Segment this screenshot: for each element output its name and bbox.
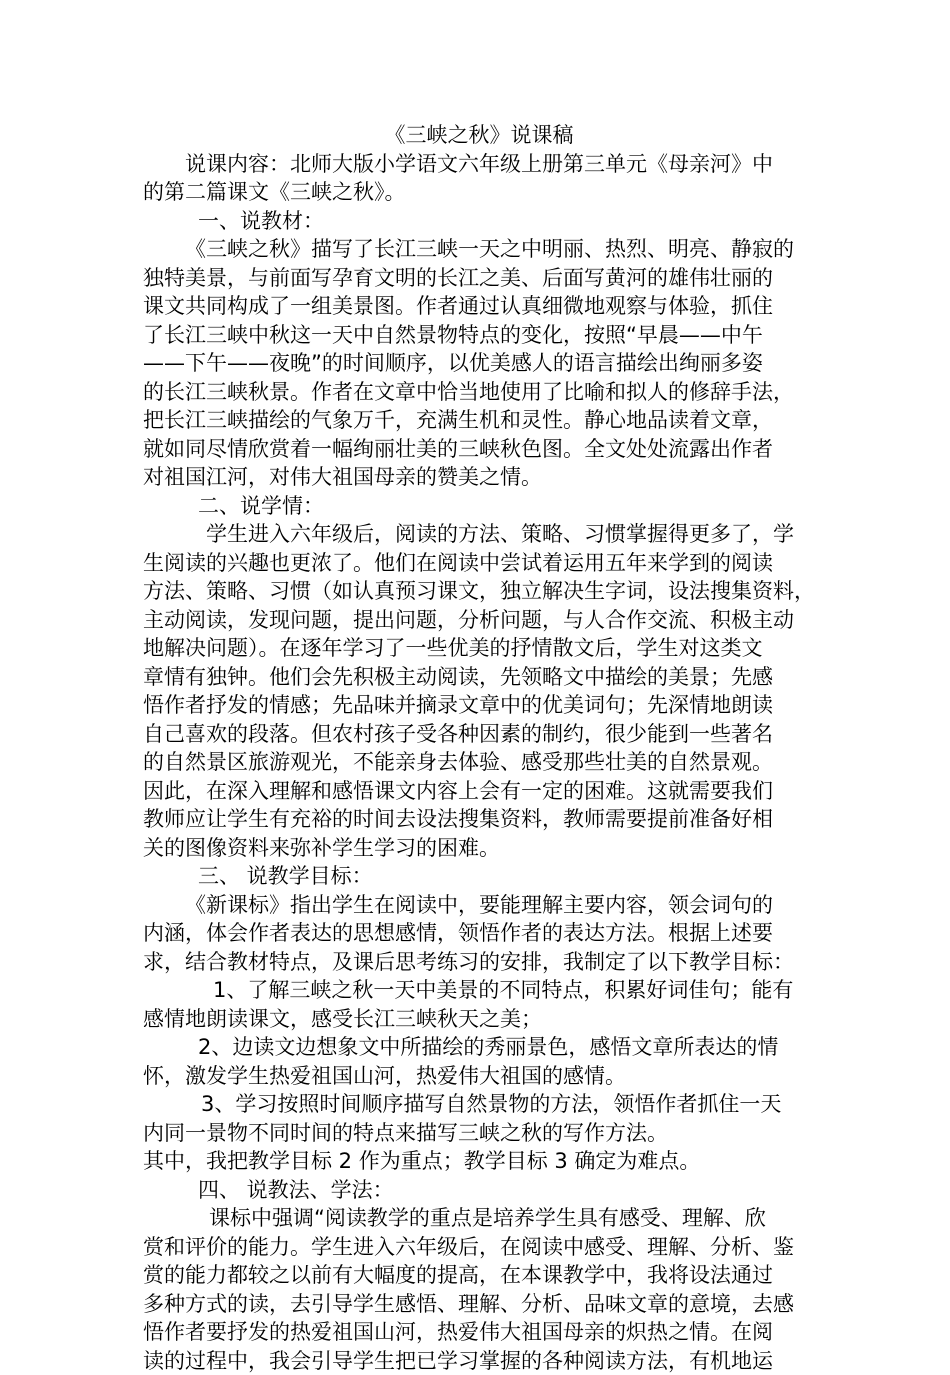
paragraph-line: 悟作者要抒发的热爱祖国山河，热爱伟大祖国母亲的炽热之情。在阅 [143, 1318, 815, 1347]
paragraph-line: 生阅读的兴趣也更浓了。他们在阅读中尝试着运用五年来学到的阅读 [143, 549, 815, 578]
paragraph-line: 的自然景区旅游观光，不能亲身去体验、感受那些壮美的自然景观。 [143, 748, 815, 777]
goal-item: 1、了解三峡之秋一天中美景的不同特点，积累好词佳句；能有 [143, 976, 815, 1005]
paragraph-line: 课标中强调“阅读教学的重点是培养学生具有感受、理解、欣 [143, 1204, 815, 1233]
paragraph-line: 其中，我把教学目标 2 作为重点；教学目标 3 确定为难点。 [143, 1147, 815, 1176]
paragraph-line: 的第二篇课文《三峡之秋》。 [143, 178, 815, 207]
paragraph-line: ——下午——夜晚”的时间顺序，以优美感人的语言描绘出绚丽多姿 [143, 349, 815, 378]
paragraph-line: 说课内容：北师大版小学语文六年级上册第三单元《母亲河》中 [143, 150, 815, 179]
goal-item: 2、边读文边想象文中所描绘的秀丽景色，感悟文章所表达的情 [143, 1033, 815, 1062]
section-heading: 二、说学情： [143, 492, 815, 521]
paragraph-line: 课文共同构成了一组美景图。作者通过认真细微地观察与体验，抓住 [143, 292, 815, 321]
paragraph-line: 自己喜欢的段落。但农村孩子受各种因素的制约，很少能到一些著名 [143, 720, 815, 749]
paragraph-line: 了长江三峡中秋这一天中自然景物特点的变化，按照“早晨——中午 [143, 321, 815, 350]
paragraph-line: 感情地朗读课文，感受长江三峡秋天之美； [143, 1005, 815, 1034]
paragraph-line: 内同一景物不同时间的特点来描写三峡之秋的写作方法。 [143, 1119, 815, 1148]
paragraph-line: 主动阅读，发现问题，提出问题，分析问题，与人合作交流、积极主动 [143, 606, 815, 635]
document-title: 《三峡之秋》说课稿 [143, 121, 815, 150]
paragraph-line: 读的过程中，我会引导学生把已学习掌握的各种阅读方法，有机地运 [143, 1347, 815, 1375]
paragraph-line: 独特美景，与前面写孕育文明的长江之美、后面写黄河的雄伟壮丽的 [143, 264, 815, 293]
paragraph-line: 关的图像资料来弥补学生学习的困难。 [143, 834, 815, 863]
paragraph-line: 就如同尽情欣赏着一幅绚丽壮美的三峡秋色图。全文处处流露出作者 [143, 435, 815, 464]
paragraph-line: 求，结合教材特点，及课后思考练习的安排，我制定了以下教学目标： [143, 948, 815, 977]
goal-item: 3、学习按照时间顺序描写自然景物的方法，领悟作者抓住一天 [143, 1090, 815, 1119]
paragraph-line: 怀，激发学生热爱祖国山河，热爱伟大祖国的感情。 [143, 1062, 815, 1091]
paragraph-line: 的长江三峡秋景。作者在文章中恰当地使用了比喻和拟人的修辞手法， [143, 378, 815, 407]
paragraph-line: 赏和评价的能力。学生进入六年级后，在阅读中感受、理解、分析、鉴 [143, 1233, 815, 1262]
paragraph-line: 内涵，体会作者表达的思想感情，领悟作者的表达方法。根据上述要 [143, 919, 815, 948]
paragraph-line: 悟作者抒发的情感；先品味并摘录文章中的优美词句；先深情地朗读 [143, 691, 815, 720]
paragraph-line: 多种方式的读，去引导学生感悟、理解、分析、品味文章的意境，去感 [143, 1290, 815, 1319]
paragraph-line: 《三峡之秋》描写了长江三峡一天之中明丽、热烈、明亮、静寂的 [143, 235, 815, 264]
paragraph-line: 方法、策略、习惯（如认真预习课文，独立解决生字词，设法搜集资料， [143, 577, 815, 606]
paragraph-line: 章情有独钟。他们会先积极主动阅读，先领略文中描绘的美景；先感 [143, 663, 815, 692]
paragraph-line: 《新课标》指出学生在阅读中，要能理解主要内容，领会词句的 [143, 891, 815, 920]
paragraph-line: 对祖国江河，对伟大祖国母亲的赞美之情。 [143, 463, 815, 492]
paragraph-line: 教师应让学生有充裕的时间去设法搜集资料，教师需要提前准备好相 [143, 805, 815, 834]
section-heading: 一、说教材： [143, 207, 815, 236]
document-body [143, 121, 815, 1375]
paragraph-line: 赏的能力都较之以前有大幅度的提高，在本课教学中，我将设法通过 [143, 1261, 815, 1290]
paragraph-line: 因此，在深入理解和感悟课文内容上会有一定的困难。这就需要我们 [143, 777, 815, 806]
section-heading: 四、 说教法、学法： [143, 1176, 815, 1205]
paragraph-line: 把长江三峡描绘的气象万千，充满生机和灵性。静心地品读着文章， [143, 406, 815, 435]
paragraph-line: 地解决问题）。在逐年学习了一些优美的抒情散文后，学生对这类文 [143, 634, 815, 663]
paragraph-line: 学生进入六年级后，阅读的方法、策略、习惯掌握得更多了，学 [143, 520, 815, 549]
section-heading: 三、 说教学目标： [143, 862, 815, 891]
